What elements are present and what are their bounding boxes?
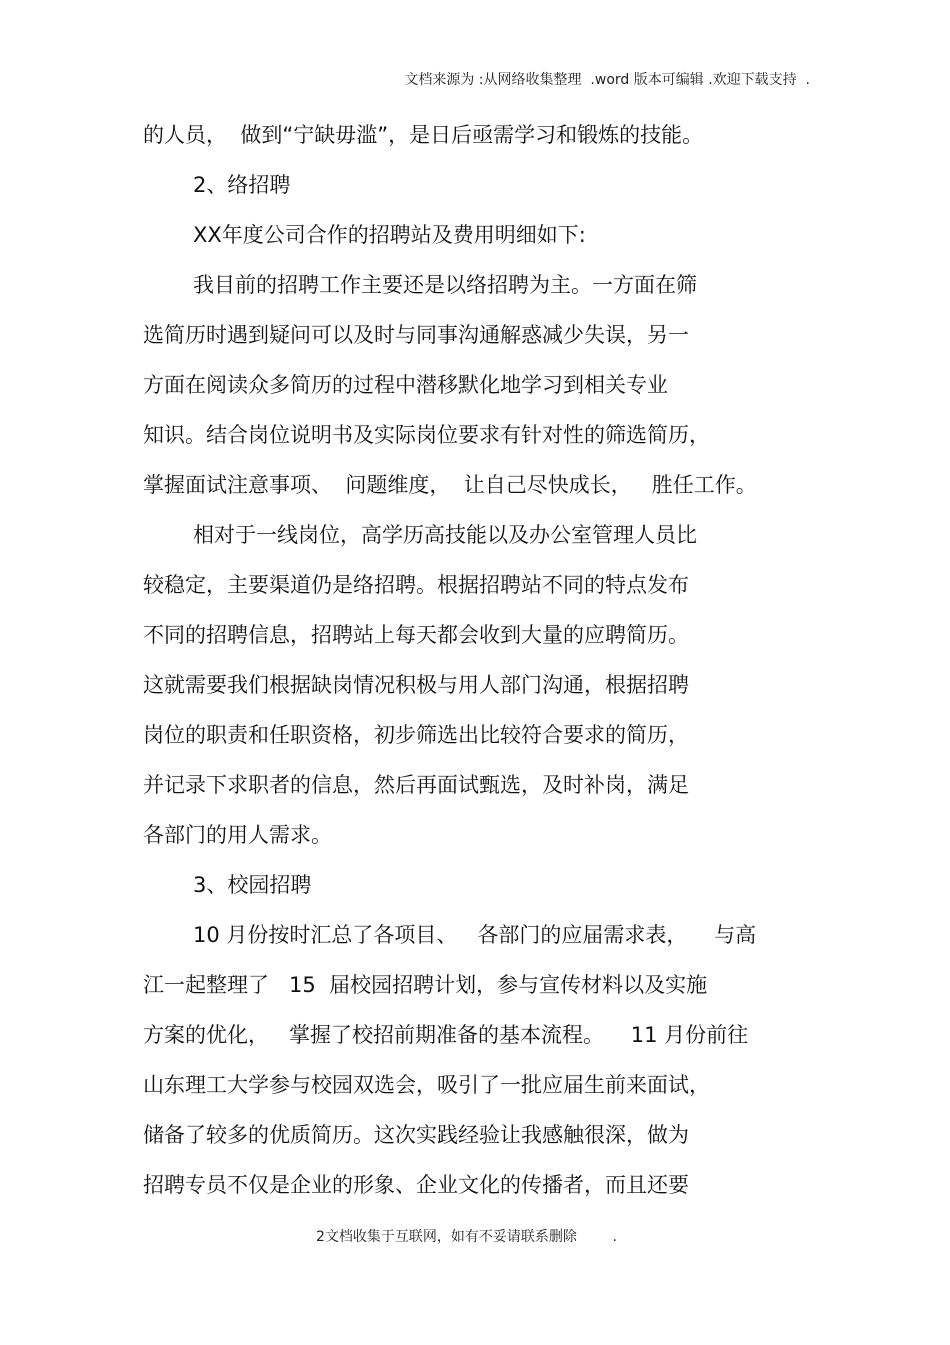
text-line: 方面在阅读众多简历的过程中潜移默化地学习到相关专业 xyxy=(143,373,668,397)
text-line: 不同的招聘信息，招聘站上每天都会收到大量的应聘简历。 xyxy=(143,623,689,647)
text-line: 各部门的用人需求。 xyxy=(143,823,332,847)
text-line: 并记录下求职者的信息，然后再面试甄选，及时补岗，满足 xyxy=(143,773,689,797)
text-line: 江一起整理了 15 届校园招聘计划，参与宣传材料以及实施 xyxy=(143,973,708,997)
section-heading: 3、校园招聘 xyxy=(193,873,312,897)
text-line: 的人员， 做到“宁缺毋滥”，是日后亟需学习和锻炼的技能。 xyxy=(143,123,704,147)
page-footer: 2文档收集于互联网，如有不妥请联系删除 . xyxy=(316,1229,617,1245)
text-line: 这就需要我们根据缺岗情况积极与用人部门沟通，根据招聘 xyxy=(143,673,689,697)
page-header: 文档来源为 :从网络收集整理 .word 版本可编辑 .欢迎下载支持 . xyxy=(404,72,810,88)
text-line: 相对于一线岗位，高学历高技能以及办公室管理人员比 xyxy=(193,523,697,547)
text-line: 较稳定，主要渠道仍是络招聘。根据招聘站不同的特点发布 xyxy=(143,573,689,597)
section-heading: 2、络招聘 xyxy=(193,173,291,197)
text-line: 10 月份按时汇总了各项目、 各部门的应届需求表， 与高 xyxy=(193,923,757,947)
text-line: 招聘专员不仅是企业的形象、企业文化的传播者，而且还要 xyxy=(143,1173,689,1197)
text-line: 我目前的招聘工作主要还是以络招聘为主。一方面在筛 xyxy=(193,273,697,297)
text-line: XX年度公司合作的招聘站及费用明细如下: xyxy=(193,223,586,247)
text-line: 岗位的职责和任职资格，初步筛选出比较符合要求的简历， xyxy=(143,723,689,747)
text-line: 掌握面试注意事项、 问题维度， 让自己尽快成长， 胜任工作。 xyxy=(143,473,757,497)
text-line: 储备了较多的优质简历。这次实践经验让我感触很深，做为 xyxy=(143,1123,689,1147)
text-line: 选简历时遇到疑问可以及时与同事沟通解惑减少失误，另一 xyxy=(143,323,689,347)
text-line: 知识。结合岗位说明书及实际岗位要求有针对性的筛选简历， xyxy=(143,423,710,447)
text-line: 方案的优化， 掌握了校招前期准备的基本流程。 11 月份前往 xyxy=(143,1023,749,1047)
text-line: 山东理工大学参与校园双选会，吸引了一批应届生前来面试， xyxy=(143,1073,710,1097)
